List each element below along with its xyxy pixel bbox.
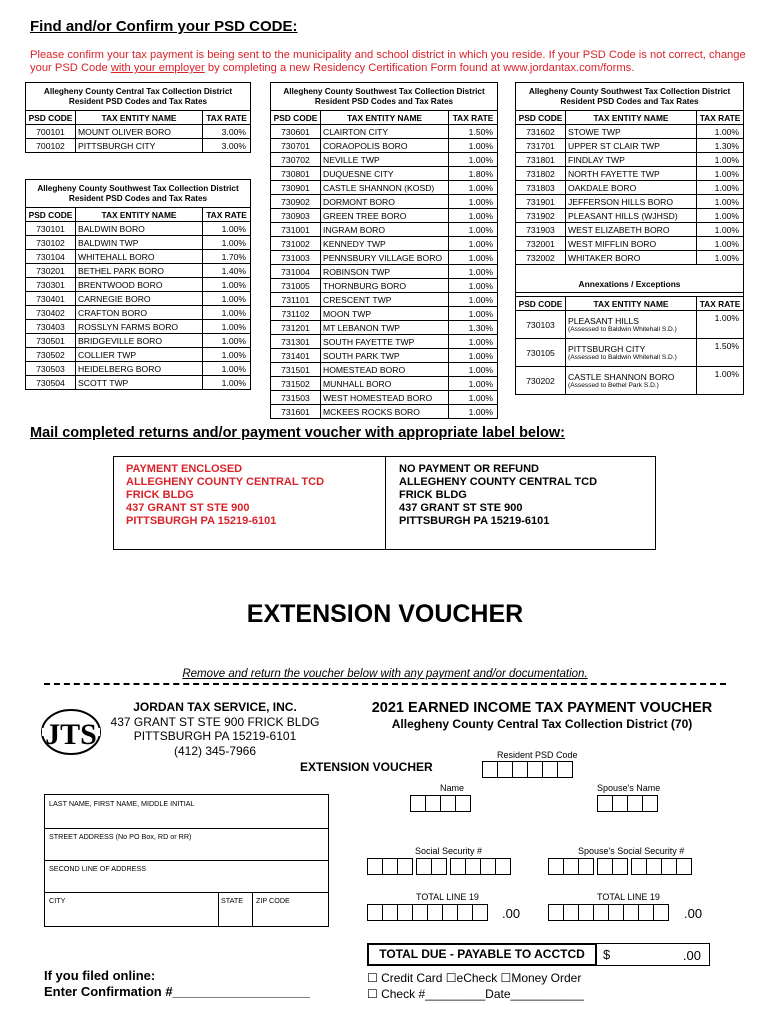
cell-entity: CARNEGIE BORO bbox=[76, 292, 203, 306]
extension-voucher-label: EXTENSION VOUCHER bbox=[300, 760, 433, 774]
table-row bbox=[271, 237, 498, 251]
cell-entity: WHITAKER BORO bbox=[566, 251, 697, 265]
table-row bbox=[271, 349, 498, 363]
cell-code: 730402 bbox=[26, 306, 76, 320]
cell-entity: CASTLE SHANNON (KOSD) bbox=[321, 181, 449, 195]
address-line: 437 GRANT ST STE 900 bbox=[126, 502, 250, 514]
cell-rate: 1.00% bbox=[203, 278, 251, 292]
cell-rate: 1.30% bbox=[697, 139, 744, 153]
cell-entity: OAKDALE BORO bbox=[566, 181, 697, 195]
psd-code-label: Resident PSD Code bbox=[497, 750, 578, 760]
table-row bbox=[26, 236, 251, 250]
address-line: FRICK BLDG bbox=[126, 489, 194, 501]
cell-entity: HEIDELBERG BORO bbox=[76, 362, 203, 376]
no-payment-address bbox=[399, 463, 597, 528]
cell-entity: ROSSLYN FARMS BORO bbox=[76, 320, 203, 334]
cell-entity: ROBINSON TWP bbox=[321, 265, 449, 279]
table-row bbox=[516, 167, 744, 181]
cell-code: 731301 bbox=[271, 335, 321, 349]
cell-rate: 1.00% bbox=[697, 209, 744, 223]
cell-entity: MT LEBANON TWP bbox=[321, 321, 449, 335]
table-row bbox=[26, 264, 251, 278]
cell-code: 731502 bbox=[271, 377, 321, 391]
cell-code: 730403 bbox=[26, 320, 76, 334]
table-row bbox=[26, 320, 251, 334]
table-row bbox=[271, 251, 498, 265]
company-address-1: 437 GRANT ST STE 900 FRICK BLDG bbox=[110, 714, 320, 729]
cell-rate: 1.00% bbox=[449, 195, 498, 209]
cell-rate: 1.00% bbox=[697, 311, 744, 339]
total-due-cents: .00 bbox=[682, 948, 701, 963]
table-row bbox=[26, 125, 251, 139]
col-tax-rate: TAX RATE bbox=[203, 208, 251, 222]
cell-code: 731001 bbox=[271, 223, 321, 237]
table-row bbox=[271, 181, 498, 195]
online-label: If you filed online: bbox=[44, 968, 156, 983]
cell-entity: CRESCENT TWP bbox=[321, 293, 449, 307]
cell-code: 731701 bbox=[516, 139, 566, 153]
table-row bbox=[271, 209, 498, 223]
notice-link: with your employer bbox=[110, 62, 205, 74]
table-row bbox=[516, 153, 744, 167]
ssn-boxes[interactable] bbox=[367, 858, 510, 875]
cell-code: 731801 bbox=[516, 153, 566, 167]
table-row bbox=[26, 139, 251, 153]
table-row bbox=[271, 223, 498, 237]
street-address-field[interactable]: STREET ADDRESS (No PO Box, RD or RR) bbox=[45, 828, 328, 861]
notice-part2: by completing a new Residency Certification Form found at www.jordantax.com/forms. bbox=[204, 62, 635, 74]
col-psd-code: PSD CODE bbox=[26, 111, 76, 125]
cell-code: 731002 bbox=[271, 237, 321, 251]
cell-rate: 1.00% bbox=[449, 405, 498, 419]
table-row bbox=[26, 334, 251, 348]
cell-entity: MCKEES ROCKS BORO bbox=[321, 405, 449, 419]
cell-rate: 1.00% bbox=[449, 209, 498, 223]
cell-code: 730301 bbox=[26, 278, 76, 292]
cell-rate: 1.40% bbox=[203, 264, 251, 278]
cell-code: 731902 bbox=[516, 209, 566, 223]
annex-note: (Assessed to Baldwin Whitehall S.D.) bbox=[568, 326, 677, 333]
cell-entity: MOON TWP bbox=[321, 307, 449, 321]
cell-entity: NORTH FAYETTE TWP bbox=[566, 167, 697, 181]
ssn-label: Social Security # bbox=[415, 846, 483, 856]
annex-row bbox=[516, 311, 744, 339]
cell-rate: 1.00% bbox=[449, 139, 498, 153]
cell-entity: BRIDGEVILLE BORO bbox=[76, 334, 203, 348]
table-row bbox=[26, 250, 251, 264]
col-tax-rate: TAX RATE bbox=[697, 111, 744, 125]
cell-entity: WEST HOMESTEAD BORO bbox=[321, 391, 449, 405]
cell-code: 732001 bbox=[516, 237, 566, 251]
cell-entity: WEST MIFFLIN BORO bbox=[566, 237, 697, 251]
cell-entity: UPPER ST CLAIR TWP bbox=[566, 139, 697, 153]
logo-text: JTS bbox=[45, 718, 97, 751]
cell-code: 731503 bbox=[271, 391, 321, 405]
cell-rate: 3.00% bbox=[203, 125, 251, 139]
total-due-amount-field[interactable] bbox=[596, 943, 710, 966]
cell-rate: 1.00% bbox=[449, 153, 498, 167]
total-due-label: TOTAL DUE - PAYABLE TO ACCTCD bbox=[367, 943, 597, 966]
table-row bbox=[271, 391, 498, 405]
cell-entity: INGRAM BORO bbox=[321, 223, 449, 237]
cell-code: 730702 bbox=[271, 153, 321, 167]
cell-rate: 1.00% bbox=[203, 334, 251, 348]
spouse-name-boxes[interactable] bbox=[597, 795, 657, 812]
cell-code: 730903 bbox=[271, 209, 321, 223]
cell-code: 730103 bbox=[516, 311, 566, 339]
city-field[interactable]: CITY bbox=[49, 896, 66, 905]
cell-rate: 1.50% bbox=[697, 339, 744, 367]
col-psd-code: PSD CODE bbox=[516, 297, 566, 311]
table-row bbox=[271, 153, 498, 167]
cell-entity bbox=[566, 311, 697, 339]
cell-rate: 1.00% bbox=[697, 367, 744, 395]
col-tax-entity: TAX ENTITY NAME bbox=[76, 111, 203, 125]
cell-code: 731602 bbox=[516, 125, 566, 139]
table-row bbox=[271, 321, 498, 335]
cell-code: 730504 bbox=[26, 376, 76, 390]
cell-rate: 1.00% bbox=[449, 377, 498, 391]
cell-code: 730104 bbox=[26, 250, 76, 264]
cell-code: 730701 bbox=[271, 139, 321, 153]
cell-entity: BETHEL PARK BORO bbox=[76, 264, 203, 278]
spouse-total-line19-cents: .00 bbox=[684, 906, 703, 921]
extension-voucher-title: EXTENSION VOUCHER bbox=[246, 600, 524, 628]
confirmation-number-field[interactable]: Enter Confirmation #___________________ bbox=[44, 984, 310, 999]
cell-entity: PITTSBURGH CITY bbox=[76, 139, 203, 153]
spouse-total-line19-label: TOTAL LINE 19 bbox=[597, 892, 660, 902]
address-line: NO PAYMENT OR REFUND bbox=[399, 463, 539, 475]
cell-rate: 1.00% bbox=[449, 307, 498, 321]
table-row bbox=[26, 376, 251, 390]
notice-text bbox=[30, 49, 750, 75]
cell-rate: 1.80% bbox=[449, 167, 498, 181]
payment-enclosed-address bbox=[126, 463, 324, 528]
cell-code: 731102 bbox=[271, 307, 321, 321]
cell-rate: 1.00% bbox=[697, 251, 744, 265]
table-row bbox=[271, 405, 498, 419]
cell-code: 731901 bbox=[516, 195, 566, 209]
col-tax-entity: TAX ENTITY NAME bbox=[76, 208, 203, 222]
annex-row bbox=[516, 367, 744, 395]
cell-code: 730202 bbox=[516, 367, 566, 395]
cell-entity: DORMONT BORO bbox=[321, 195, 449, 209]
table-row bbox=[516, 209, 744, 223]
cell-code: 730502 bbox=[26, 348, 76, 362]
cell-code: 731601 bbox=[271, 405, 321, 419]
table-row bbox=[271, 377, 498, 391]
divider bbox=[385, 457, 386, 549]
cut-instruction: Remove and return the voucher below with any payment and/or documentation. bbox=[182, 668, 588, 680]
annex-heading: Annexations / Exceptions bbox=[516, 277, 744, 293]
cell-entity: HOMESTEAD BORO bbox=[321, 363, 449, 377]
cell-entity: PLEASANT HILLS (WJHSD) bbox=[566, 209, 697, 223]
jts-logo bbox=[40, 706, 102, 758]
cell-code: 730801 bbox=[271, 167, 321, 181]
cell-rate: 1.00% bbox=[203, 362, 251, 376]
cell-rate: 1.00% bbox=[203, 292, 251, 306]
annex-entity-name: CASTLE SHANNON BORO bbox=[568, 372, 675, 382]
table-southwest-district-c bbox=[515, 82, 744, 395]
cell-rate: 1.00% bbox=[449, 363, 498, 377]
cell-code: 730401 bbox=[26, 292, 76, 306]
address-line: PAYMENT ENCLOSED bbox=[126, 463, 243, 475]
table-row bbox=[271, 265, 498, 279]
spouse-ssn-boxes[interactable] bbox=[548, 858, 691, 875]
col-tax-entity: TAX ENTITY NAME bbox=[566, 111, 697, 125]
cell-code: 730102 bbox=[26, 236, 76, 250]
table-row bbox=[271, 125, 498, 139]
cell-entity: THORNBURG BORO bbox=[321, 279, 449, 293]
cell-code: 731802 bbox=[516, 167, 566, 181]
cell-entity: CLAIRTON CITY bbox=[321, 125, 449, 139]
cell-entity: PENNSBURY VILLAGE BORO bbox=[321, 251, 449, 265]
table-row bbox=[516, 195, 744, 209]
col-tax-entity: TAX ENTITY NAME bbox=[566, 297, 697, 311]
cell-rate: 1.00% bbox=[203, 348, 251, 362]
cell-rate: 3.00% bbox=[203, 139, 251, 153]
name-label: Name bbox=[440, 783, 465, 793]
table-heading: Allegheny County Southwest Tax Collection District Resident PSD Codes and Tax Rates bbox=[26, 180, 251, 208]
table-row bbox=[26, 292, 251, 306]
spouse-ssn-label: Spouse's Social Security # bbox=[578, 846, 685, 856]
table-row bbox=[516, 223, 744, 237]
annex-entity-name: PLEASANT HILLS bbox=[568, 316, 640, 326]
cell-code: 700101 bbox=[26, 125, 76, 139]
state-field[interactable]: STATE bbox=[221, 896, 244, 905]
cell-rate: 1.00% bbox=[697, 153, 744, 167]
cell-entity: WHITEHALL BORO bbox=[76, 250, 203, 264]
annex-entity-name: PITTSBURGH CITY bbox=[568, 344, 646, 354]
cell-entity: FINDLAY TWP bbox=[566, 153, 697, 167]
cell-entity: WEST ELIZABETH BORO bbox=[566, 223, 697, 237]
cell-code: 731501 bbox=[271, 363, 321, 377]
cell-code: 730503 bbox=[26, 362, 76, 376]
zip-field[interactable]: ZIP CODE bbox=[256, 896, 290, 905]
table-central-district bbox=[25, 82, 251, 153]
table-southwest-district-b bbox=[270, 82, 498, 419]
cell-rate: 1.00% bbox=[449, 223, 498, 237]
table-row bbox=[271, 335, 498, 349]
cell-rate: 1.00% bbox=[203, 236, 251, 250]
table-row bbox=[516, 251, 744, 265]
table-row bbox=[26, 222, 251, 236]
cell-rate: 1.30% bbox=[449, 321, 498, 335]
name-boxes[interactable] bbox=[410, 795, 470, 812]
cell-code: 730902 bbox=[271, 195, 321, 209]
name-field[interactable]: LAST NAME, FIRST NAME, MIDDLE INITIAL bbox=[45, 795, 328, 829]
cell-code: 731201 bbox=[271, 321, 321, 335]
address-line: ALLEGHENY COUNTY CENTRAL TCD bbox=[126, 476, 325, 488]
table-row bbox=[271, 139, 498, 153]
cell-entity: SCOTT TWP bbox=[76, 376, 203, 390]
col-psd-code: PSD CODE bbox=[26, 208, 76, 222]
table-row bbox=[516, 237, 744, 251]
voucher-subtitle: Allegheny County Central Tax Collection District (70) bbox=[391, 717, 693, 731]
cell-entity: CRAFTON BORO bbox=[76, 306, 203, 320]
table-row bbox=[271, 363, 498, 377]
cell-entity: SOUTH PARK TWP bbox=[321, 349, 449, 363]
cell-entity: BALDWIN BORO bbox=[76, 222, 203, 236]
cell-code: 731101 bbox=[271, 293, 321, 307]
total-line19-label: TOTAL LINE 19 bbox=[416, 892, 479, 902]
cell-code: 731401 bbox=[271, 349, 321, 363]
col-tax-entity: TAX ENTITY NAME bbox=[321, 111, 449, 125]
table-row bbox=[271, 279, 498, 293]
cell-code: 730201 bbox=[26, 264, 76, 278]
cell-code: 731803 bbox=[516, 181, 566, 195]
cell-code: 730901 bbox=[271, 181, 321, 195]
cell-rate: 1.00% bbox=[449, 251, 498, 265]
cell-code: 700102 bbox=[26, 139, 76, 153]
col-psd-code: PSD CODE bbox=[271, 111, 321, 125]
cell-rate: 1.00% bbox=[697, 181, 744, 195]
page-title: Find and/or Confirm your PSD CODE: bbox=[30, 18, 298, 35]
table-row bbox=[26, 348, 251, 362]
table-row bbox=[26, 306, 251, 320]
payment-method-options[interactable]: ☐ Credit Card ☐eCheck ☐Money Order bbox=[367, 971, 582, 985]
company-info bbox=[104, 700, 326, 758]
psd-code-boxes[interactable] bbox=[482, 761, 572, 778]
cell-code: 731005 bbox=[271, 279, 321, 293]
cell-code: 731003 bbox=[271, 251, 321, 265]
mail-labels-box bbox=[113, 456, 656, 550]
cell-rate: 1.00% bbox=[449, 349, 498, 363]
cell-entity: BALDWIN TWP bbox=[76, 236, 203, 250]
cell-code: 730105 bbox=[516, 339, 566, 367]
address-line: 437 GRANT ST STE 900 bbox=[399, 502, 523, 514]
company-address-2: PITTSBURGH PA 15219-6101 bbox=[133, 729, 297, 743]
cell-rate: 1.00% bbox=[203, 306, 251, 320]
table-row bbox=[516, 139, 744, 153]
table-row bbox=[26, 278, 251, 292]
table-row bbox=[271, 293, 498, 307]
cell-rate: 1.00% bbox=[697, 223, 744, 237]
cell-entity: NEVILLE TWP bbox=[321, 153, 449, 167]
table-row bbox=[271, 307, 498, 321]
cell-rate: 1.70% bbox=[203, 250, 251, 264]
voucher-title: 2021 EARNED INCOME TAX PAYMENT VOUCHER bbox=[371, 700, 713, 716]
col-tax-rate: TAX RATE bbox=[449, 111, 498, 125]
check-number-date[interactable]: ☐ Check #_________Date___________ bbox=[367, 987, 584, 1001]
cell-entity bbox=[566, 367, 697, 395]
col-tax-rate: TAX RATE bbox=[203, 111, 251, 125]
cell-entity: MOUNT OLIVER BORO bbox=[76, 125, 203, 139]
table-heading: Allegheny County Southwest Tax Collection District Resident PSD Codes and Tax Rates bbox=[516, 83, 744, 111]
cell-entity bbox=[566, 339, 697, 367]
table-row bbox=[516, 181, 744, 195]
cell-entity: DUQUESNE CITY bbox=[321, 167, 449, 181]
table-row bbox=[516, 125, 744, 139]
cell-code: 731903 bbox=[516, 223, 566, 237]
cell-rate: 1.00% bbox=[449, 265, 498, 279]
cell-entity: MUNHALL BORO bbox=[321, 377, 449, 391]
total-line19-boxes[interactable] bbox=[367, 904, 487, 921]
cell-rate: 1.00% bbox=[449, 237, 498, 251]
cell-rate: 1.00% bbox=[697, 195, 744, 209]
cell-code: 730601 bbox=[271, 125, 321, 139]
table-southwest-district-a bbox=[25, 179, 251, 390]
cell-rate: 1.00% bbox=[449, 335, 498, 349]
annex-note: (Assessed to Baldwin Whitehall S.D.) bbox=[568, 354, 677, 361]
spouse-name-label: Spouse's Name bbox=[597, 783, 661, 793]
cell-entity: BRENTWOOD BORO bbox=[76, 278, 203, 292]
cell-rate: 1.00% bbox=[203, 376, 251, 390]
city-state-zip-row bbox=[45, 892, 328, 927]
cell-rate: 1.00% bbox=[697, 167, 744, 181]
cell-entity: GREEN TREE BORO bbox=[321, 209, 449, 223]
cell-entity: KENNEDY TWP bbox=[321, 237, 449, 251]
cell-code: 730501 bbox=[26, 334, 76, 348]
cell-code: 732002 bbox=[516, 251, 566, 265]
cell-entity: COLLIER TWP bbox=[76, 348, 203, 362]
table-heading: Allegheny County Southwest Tax Collection District Resident PSD Codes and Tax Rates bbox=[271, 83, 498, 111]
address-line: FRICK BLDG bbox=[399, 489, 467, 501]
address-line: PITTSBURGH PA 15219-6101 bbox=[399, 515, 550, 527]
cell-entity: JEFFERSON HILLS BORO bbox=[566, 195, 697, 209]
second-address-field[interactable]: SECOND LINE OF ADDRESS bbox=[45, 860, 328, 893]
taxpayer-address-form bbox=[44, 794, 329, 927]
cell-rate: 1.00% bbox=[449, 181, 498, 195]
annex-note: (Assessed to Bethel Park S.D.) bbox=[568, 382, 659, 389]
cell-entity: CORAOPOLIS BORO bbox=[321, 139, 449, 153]
address-line: ALLEGHENY COUNTY CENTRAL TCD bbox=[399, 476, 598, 488]
dollar-sign: $ bbox=[603, 947, 611, 962]
company-phone: (412) 345-7966 bbox=[173, 743, 257, 758]
notice-part1: Please confirm your tax payment is being sent to the municipality and school district in which you reside. If your PSD Code is not correct, change your PSD Code bbox=[30, 49, 746, 74]
company-name: JORDAN TAX SERVICE, INC. bbox=[133, 700, 297, 714]
cell-rate: 1.50% bbox=[449, 125, 498, 139]
cell-code: 731004 bbox=[271, 265, 321, 279]
cell-rate: 1.00% bbox=[697, 237, 744, 251]
spouse-total-line19-boxes[interactable] bbox=[548, 904, 668, 921]
cell-entity: STOWE TWP bbox=[566, 125, 697, 139]
cell-code: 730101 bbox=[26, 222, 76, 236]
cell-rate: 1.00% bbox=[203, 222, 251, 236]
cell-rate: 1.00% bbox=[203, 320, 251, 334]
cell-entity: SOUTH FAYETTE TWP bbox=[321, 335, 449, 349]
cell-rate: 1.00% bbox=[697, 125, 744, 139]
col-psd-code: PSD CODE bbox=[516, 111, 566, 125]
total-line19-cents: .00 bbox=[502, 906, 521, 921]
mail-heading: Mail completed returns and/or payment voucher with appropriate label below: bbox=[30, 425, 565, 441]
cell-rate: 1.00% bbox=[449, 391, 498, 405]
online-confirmation bbox=[44, 968, 310, 1000]
table-row bbox=[271, 195, 498, 209]
cut-line bbox=[44, 683, 726, 685]
cell-rate: 1.00% bbox=[449, 293, 498, 307]
address-line: PITTSBURGH PA 15219-6101 bbox=[126, 515, 277, 527]
table-row bbox=[271, 167, 498, 181]
table-heading: Allegheny County Central Tax Collection District Resident PSD Codes and Tax Rates bbox=[26, 83, 251, 111]
table-row bbox=[26, 362, 251, 376]
cell-rate: 1.00% bbox=[449, 279, 498, 293]
col-tax-rate: TAX RATE bbox=[697, 297, 744, 311]
annex-row bbox=[516, 339, 744, 367]
